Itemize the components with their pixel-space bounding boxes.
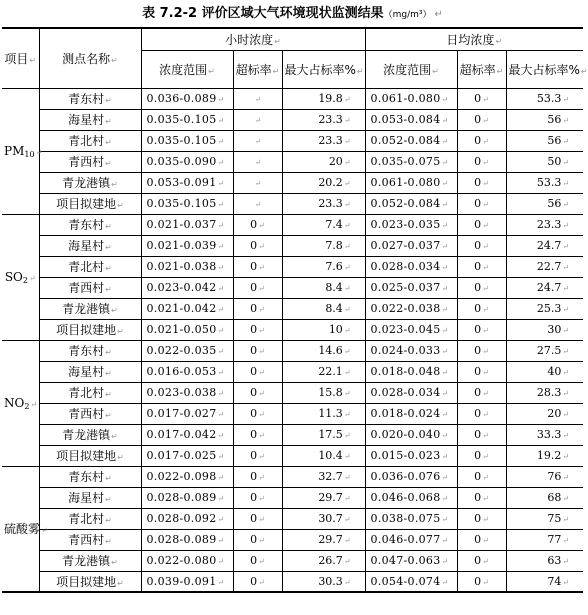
daily-range-cell: 0.052-0.084↵ xyxy=(365,130,457,151)
daily-range-cell: 0.018-0.024↵ xyxy=(365,403,457,424)
daily-exceed-cell: 0↵ xyxy=(457,256,506,277)
hourly-range-cell: 0.021-0.042↵ xyxy=(141,298,233,319)
hourly-range-cell: 0.035-0.090↵ xyxy=(141,151,233,172)
daily-max-cell: 27.5↵ xyxy=(506,340,583,361)
hourly-exceed-cell: ↵ xyxy=(233,88,282,109)
site-cell: 青西村↵ xyxy=(39,277,141,298)
daily-exceed-cell: 0↵ xyxy=(457,487,506,508)
daily-max-cell: 19.2↵ xyxy=(506,445,583,466)
hourly-range-cell: 0.023-0.038↵ xyxy=(141,382,233,403)
daily-exceed-cell: 0↵ xyxy=(457,445,506,466)
hourly-exceed-cell: 0↵ xyxy=(233,571,282,592)
daily-exceed-cell: 0↵ xyxy=(457,298,506,319)
daily-range-cell: 0.015-0.023↵ xyxy=(365,445,457,466)
table-row xyxy=(2,235,583,256)
daily-max-cell: 24.7↵ xyxy=(506,235,583,256)
hourly-exceed-cell: 0↵ xyxy=(233,277,282,298)
table-row xyxy=(2,508,583,529)
daily-range-cell: 0.027-0.037↵ xyxy=(365,235,457,256)
hourly-max-cell: 20↵ xyxy=(282,151,365,172)
daily-max-cell: 68↵ xyxy=(506,487,583,508)
daily-exceed-cell: 0↵ xyxy=(457,550,506,571)
daily-exceed-cell: 0↵ xyxy=(457,277,506,298)
daily-range-cell: 0.025-0.037↵ xyxy=(365,277,457,298)
daily-max-cell: 74↵ xyxy=(506,571,583,592)
item-cell: $PM_{10}↵$ xyxy=(2,88,39,214)
daily-range-cell: 0.046-0.077↵ xyxy=(365,529,457,550)
header-hourly: 小时浓度↵ xyxy=(141,28,365,50)
daily-max-cell: 20↵ xyxy=(506,403,583,424)
daily-range-cell: 0.046-0.068↵ xyxy=(365,487,457,508)
hourly-max-cell: 20.2↵ xyxy=(282,172,365,193)
daily-exceed-cell: 0↵ xyxy=(457,319,506,340)
daily-exceed-cell: 0↵ xyxy=(457,130,506,151)
hourly-range-cell: 0.021-0.038↵ xyxy=(141,256,233,277)
hourly-max-cell: 8.4↵ xyxy=(282,298,365,319)
monitoring-results-table xyxy=(2,27,588,593)
daily-range-cell: 0.038-0.075↵ xyxy=(365,508,457,529)
hourly-exceed-cell: 0↵ xyxy=(233,319,282,340)
daily-range-cell: 0.023-0.035↵ xyxy=(365,214,457,235)
daily-exceed-cell: 0↵ xyxy=(457,172,506,193)
table-row xyxy=(2,214,583,235)
hourly-max-cell: 7.8↵ xyxy=(282,235,365,256)
site-cell: 青东村↵ xyxy=(39,88,141,109)
hourly-exceed-cell: 0↵ xyxy=(233,256,282,277)
header-daily: 日均浓度↵ xyxy=(365,28,583,50)
hourly-range-cell: 0.017-0.042↵ xyxy=(141,424,233,445)
daily-exceed-cell: 0↵ xyxy=(457,361,506,382)
site-cell: 项目拟建地↵ xyxy=(39,193,141,214)
header-hourly-exceed: 超标率↵ xyxy=(233,50,282,88)
site-cell: 青东村↵ xyxy=(39,340,141,361)
hourly-exceed-cell: 0↵ xyxy=(233,508,282,529)
table-row xyxy=(2,382,583,403)
hourly-exceed-cell: 0↵ xyxy=(233,361,282,382)
site-cell: 海星村↵ xyxy=(39,109,141,130)
daily-exceed-cell: 0↵ xyxy=(457,340,506,361)
hourly-exceed-cell: 0↵ xyxy=(233,403,282,424)
table-row xyxy=(2,256,583,277)
item-cell: $SO_2↵$ xyxy=(2,214,39,340)
daily-max-cell: 28.3↵ xyxy=(506,382,583,403)
hourly-exceed-cell: ↵ xyxy=(233,109,282,130)
hourly-exceed-cell: 0↵ xyxy=(233,445,282,466)
hourly-range-cell: 0.016-0.053↵ xyxy=(141,361,233,382)
header-daily-range: 浓度范围↵ xyxy=(365,50,457,88)
hourly-max-cell: 22.1↵ xyxy=(282,361,365,382)
hourly-range-cell: 0.017-0.025↵ xyxy=(141,445,233,466)
hourly-exceed-cell: 0↵ xyxy=(233,298,282,319)
hourly-max-cell: 26.7↵ xyxy=(282,550,365,571)
hourly-range-cell: 0.028-0.089↵ xyxy=(141,487,233,508)
daily-max-cell: 50↵ xyxy=(506,151,583,172)
daily-range-cell: 0.061-0.080↵ xyxy=(365,88,457,109)
site-cell: 海星村↵ xyxy=(39,361,141,382)
daily-exceed-cell: 0↵ xyxy=(457,508,506,529)
daily-max-cell: 53.3↵ xyxy=(506,88,583,109)
daily-exceed-cell: 0↵ xyxy=(457,193,506,214)
table-row xyxy=(2,403,583,424)
hourly-max-cell: 23.3↵ xyxy=(282,193,365,214)
table-title xyxy=(0,4,585,24)
header-daily-max: 最大占标率%↵ xyxy=(506,50,583,88)
hourly-max-cell: 30.3↵ xyxy=(282,571,365,592)
hourly-exceed-cell: 0↵ xyxy=(233,340,282,361)
hourly-range-cell: 0.017-0.027↵ xyxy=(141,403,233,424)
daily-range-cell: 0.054-0.074↵ xyxy=(365,571,457,592)
daily-max-cell: 23.3↵ xyxy=(506,214,583,235)
table-row xyxy=(2,277,583,298)
paragraph-mark-icon: ↵ xyxy=(434,9,443,20)
daily-max-cell: 75↵ xyxy=(506,508,583,529)
table-row xyxy=(2,529,583,550)
daily-max-cell: 56↵ xyxy=(506,109,583,130)
hourly-max-cell: 10↵ xyxy=(282,319,365,340)
daily-max-cell: 56↵ xyxy=(506,193,583,214)
daily-exceed-cell: 0↵ xyxy=(457,109,506,130)
hourly-max-cell: 14.6↵ xyxy=(282,340,365,361)
hourly-range-cell: 0.022-0.035↵ xyxy=(141,340,233,361)
hourly-max-cell: 30.7↵ xyxy=(282,508,365,529)
site-cell: 青北村↵ xyxy=(39,130,141,151)
daily-max-cell: 77↵ xyxy=(506,529,583,550)
site-cell: 青龙港镇↵ xyxy=(39,298,141,319)
daily-range-cell: 0.061-0.080↵ xyxy=(365,172,457,193)
item-cell: $NO_2↵$ xyxy=(2,340,39,466)
daily-exceed-cell: 0↵ xyxy=(457,466,506,487)
table-row xyxy=(2,445,583,466)
daily-exceed-cell: 0↵ xyxy=(457,214,506,235)
table-row xyxy=(2,466,583,487)
hourly-range-cell: 0.036-0.089↵ xyxy=(141,88,233,109)
table-row xyxy=(2,550,583,571)
daily-exceed-cell: 0↵ xyxy=(457,403,506,424)
daily-range-cell: 0.047-0.063↵ xyxy=(365,550,457,571)
hourly-range-cell: 0.021-0.050↵ xyxy=(141,319,233,340)
site-cell: 海星村↵ xyxy=(39,487,141,508)
daily-max-cell: 30↵ xyxy=(506,319,583,340)
hourly-range-cell: 0.022-0.098↵ xyxy=(141,466,233,487)
hourly-range-cell: 0.035-0.105↵ xyxy=(141,109,233,130)
site-cell: 海星村↵ xyxy=(39,235,141,256)
daily-range-cell: 0.035-0.075↵ xyxy=(365,151,457,172)
hourly-range-cell: 0.039-0.091↵ xyxy=(141,571,233,592)
table-row xyxy=(2,319,583,340)
header-hourly-max: 最大占标率%↵ xyxy=(282,50,365,88)
hourly-max-cell: 29.7↵ xyxy=(282,487,365,508)
hourly-max-cell: 32.7↵ xyxy=(282,466,365,487)
hourly-range-cell: 0.028-0.089↵ xyxy=(141,529,233,550)
header-hourly-range: 浓度范围↵ xyxy=(141,50,233,88)
daily-exceed-cell: 0↵ xyxy=(457,88,506,109)
hourly-range-cell: 0.021-0.039↵ xyxy=(141,235,233,256)
hourly-max-cell: 15.8↵ xyxy=(282,382,365,403)
hourly-max-cell: 7.4↵ xyxy=(282,214,365,235)
hourly-range-cell: 0.021-0.037↵ xyxy=(141,214,233,235)
hourly-range-cell: 0.023-0.042↵ xyxy=(141,277,233,298)
site-cell: 青东村↵ xyxy=(39,466,141,487)
table-row xyxy=(2,109,583,130)
hourly-max-cell: 7.6↵ xyxy=(282,256,365,277)
site-cell: 青西村↵ xyxy=(39,529,141,550)
daily-exceed-cell: 0↵ xyxy=(457,235,506,256)
site-cell: 青北村↵ xyxy=(39,382,141,403)
hourly-exceed-cell: 0↵ xyxy=(233,550,282,571)
table-unit: （mg/m³） xyxy=(383,10,432,20)
hourly-exceed-cell: ↵ xyxy=(233,172,282,193)
site-cell: 青西村↵ xyxy=(39,151,141,172)
table-title-text: 表 7.2-2 评价区域大气环境现状监测结果 xyxy=(142,6,384,21)
daily-max-cell: 53.3↵ xyxy=(506,172,583,193)
daily-range-cell: 0.053-0.084↵ xyxy=(365,109,457,130)
header-row-1 xyxy=(2,28,583,50)
hourly-max-cell: 11.3↵ xyxy=(282,403,365,424)
hourly-max-cell: 19.8↵ xyxy=(282,88,365,109)
site-cell: 青龙港镇↵ xyxy=(39,172,141,193)
table-row xyxy=(2,88,583,109)
site-cell: 项目拟建地↵ xyxy=(39,445,141,466)
daily-range-cell: 0.028-0.034↵ xyxy=(365,382,457,403)
table-row xyxy=(2,298,583,319)
daily-range-cell: 0.022-0.038↵ xyxy=(365,298,457,319)
daily-range-cell: 0.028-0.034↵ xyxy=(365,256,457,277)
header-daily-exceed: 超标率↵ xyxy=(457,50,506,88)
hourly-range-cell: 0.053-0.091↵ xyxy=(141,172,233,193)
hourly-exceed-cell: 0↵ xyxy=(233,466,282,487)
hourly-exceed-cell: 0↵ xyxy=(233,214,282,235)
daily-range-cell: 0.018-0.048↵ xyxy=(365,361,457,382)
site-cell: 项目拟建地↵ xyxy=(39,571,141,592)
hourly-exceed-cell: 0↵ xyxy=(233,382,282,403)
table-row xyxy=(2,487,583,508)
header-site: 测点名称↵ xyxy=(39,28,141,88)
daily-max-cell: 24.7↵ xyxy=(506,277,583,298)
hourly-exceed-cell: 0↵ xyxy=(233,529,282,550)
daily-range-cell: 0.023-0.045↵ xyxy=(365,319,457,340)
site-cell: 项目拟建地↵ xyxy=(39,319,141,340)
table-row xyxy=(2,361,583,382)
hourly-max-cell: 23.3↵ xyxy=(282,130,365,151)
hourly-range-cell: 0.035-0.105↵ xyxy=(141,130,233,151)
table-row xyxy=(2,340,583,361)
hourly-max-cell: 8.4↵ xyxy=(282,277,365,298)
hourly-exceed-cell: ↵ xyxy=(233,193,282,214)
table-body xyxy=(2,88,583,592)
daily-max-cell: 56↵ xyxy=(506,130,583,151)
hourly-exceed-cell: ↵ xyxy=(233,151,282,172)
site-cell: 青龙港镇↵ xyxy=(39,550,141,571)
hourly-max-cell: 23.3↵ xyxy=(282,109,365,130)
hourly-exceed-cell: 0↵ xyxy=(233,487,282,508)
daily-range-cell: 0.020-0.040↵ xyxy=(365,424,457,445)
site-cell: 青东村↵ xyxy=(39,214,141,235)
daily-max-cell: 25.3↵ xyxy=(506,298,583,319)
daily-exceed-cell: 0↵ xyxy=(457,382,506,403)
daily-range-cell: 0.052-0.084↵ xyxy=(365,193,457,214)
hourly-max-cell: 10.4↵ xyxy=(282,445,365,466)
site-cell: 青龙港镇↵ xyxy=(39,424,141,445)
table-row xyxy=(2,151,583,172)
daily-exceed-cell: 0↵ xyxy=(457,529,506,550)
hourly-range-cell: 0.035-0.105↵ xyxy=(141,193,233,214)
table-row xyxy=(2,424,583,445)
site-cell: 青西村↵ xyxy=(39,403,141,424)
hourly-exceed-cell: ↵ xyxy=(233,130,282,151)
hourly-max-cell: 29.7↵ xyxy=(282,529,365,550)
hourly-range-cell: 0.022-0.080↵ xyxy=(141,550,233,571)
daily-exceed-cell: 0↵ xyxy=(457,424,506,445)
daily-range-cell: 0.036-0.076↵ xyxy=(365,466,457,487)
table-row xyxy=(2,571,583,592)
daily-max-cell: 63↵ xyxy=(506,550,583,571)
hourly-range-cell: 0.028-0.092↵ xyxy=(141,508,233,529)
table-row xyxy=(2,130,583,151)
daily-max-cell: 76↵ xyxy=(506,466,583,487)
daily-max-cell: 33.3↵ xyxy=(506,424,583,445)
hourly-max-cell: 17.5↵ xyxy=(282,424,365,445)
daily-max-cell: 22.7↵ xyxy=(506,256,583,277)
item-cell: 硫酸雾↵ xyxy=(2,466,39,592)
daily-range-cell: 0.024-0.033↵ xyxy=(365,340,457,361)
daily-exceed-cell: 0↵ xyxy=(457,571,506,592)
header-item: 项目↵ xyxy=(2,28,39,88)
hourly-exceed-cell: 0↵ xyxy=(233,235,282,256)
table-row xyxy=(2,172,583,193)
site-cell: 青北村↵ xyxy=(39,256,141,277)
daily-max-cell: 40↵ xyxy=(506,361,583,382)
table-row xyxy=(2,193,583,214)
hourly-exceed-cell: 0↵ xyxy=(233,424,282,445)
daily-exceed-cell: 0↵ xyxy=(457,151,506,172)
site-cell: 青北村↵ xyxy=(39,508,141,529)
